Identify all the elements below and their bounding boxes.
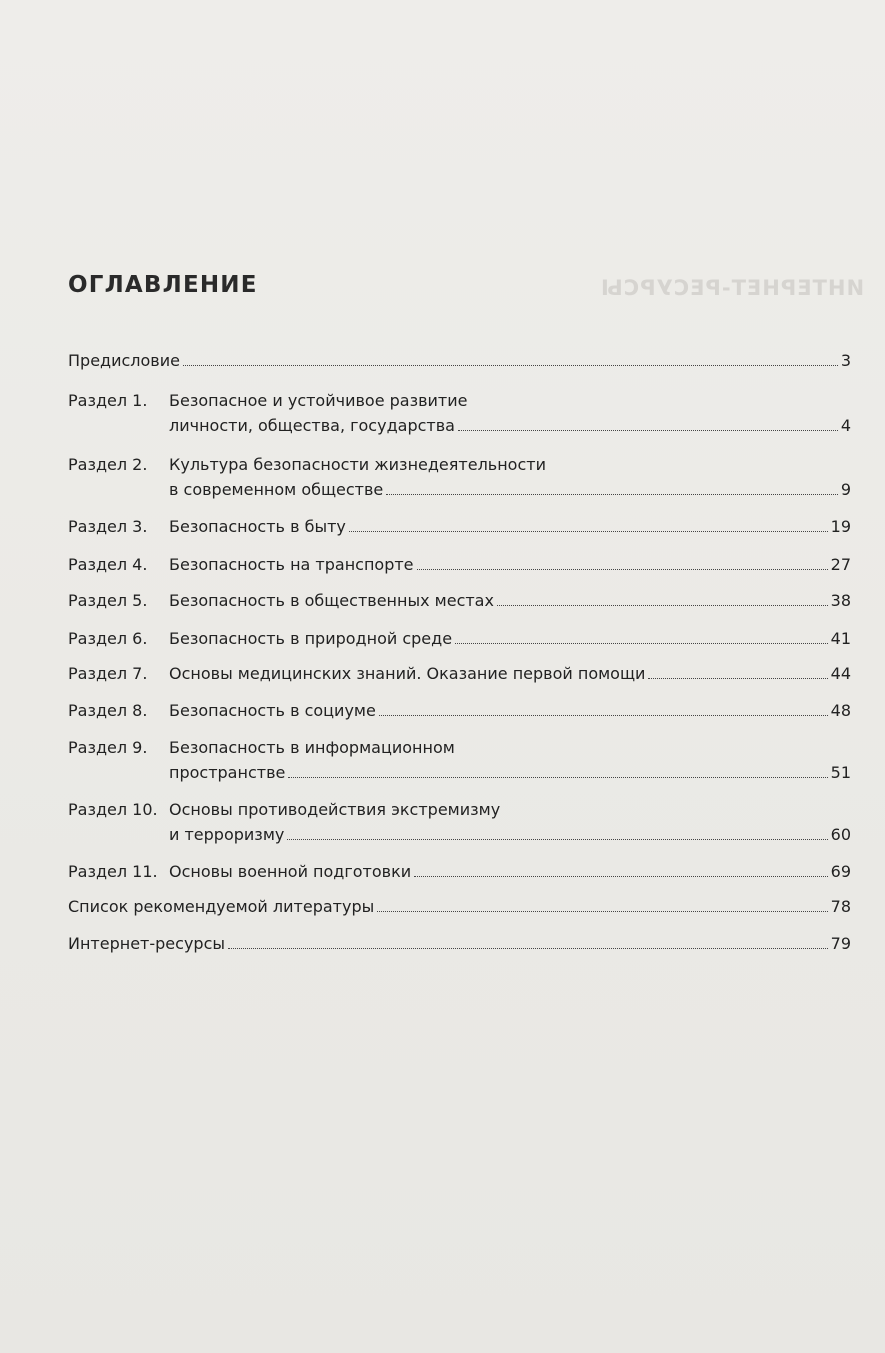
toc-title-line: Безопасность на транспорте xyxy=(169,555,414,574)
toc-page-number: 60 xyxy=(830,825,851,844)
dot-leader xyxy=(458,430,838,431)
toc-entry[interactable] xyxy=(68,626,851,651)
toc-page-number: 48 xyxy=(830,701,851,720)
toc-page-number: 27 xyxy=(830,555,851,574)
dot-leader xyxy=(183,365,838,366)
toc-title-line: Основы военной подготовки xyxy=(169,862,412,881)
toc-page-number: 3 xyxy=(840,351,851,370)
dot-leader xyxy=(379,715,828,716)
dot-leader xyxy=(417,569,828,570)
toc-page-number: 9 xyxy=(840,480,851,499)
toc-title-line: в современном обществе xyxy=(169,480,384,499)
toc-entry[interactable] xyxy=(68,514,851,539)
toc-page-number: 44 xyxy=(830,664,851,683)
toc-title-line: Интернет-ресурсы xyxy=(68,934,225,953)
toc-section-number: Раздел 5. xyxy=(68,591,148,610)
toc-page-number: 51 xyxy=(830,763,851,782)
toc-title-line: Предисловие xyxy=(68,351,180,370)
toc-title-line: Список рекомендуемой литературы xyxy=(68,897,375,916)
toc-section-number: Раздел 11. xyxy=(68,862,158,881)
toc-title-line: Безопасность в природной среде xyxy=(169,629,453,648)
toc-entry[interactable] xyxy=(68,735,851,785)
toc-entry[interactable] xyxy=(68,588,851,613)
toc-entry[interactable] xyxy=(68,388,851,438)
toc-page-number: 4 xyxy=(840,416,851,435)
toc-entry[interactable] xyxy=(68,552,851,577)
toc-page-number: 38 xyxy=(830,591,851,610)
toc-entry[interactable] xyxy=(68,894,851,919)
toc-title-line: Основы противодействия экстремизму xyxy=(169,800,501,819)
toc-title-line: пространстве xyxy=(169,763,286,782)
toc-title-line: Безопасность в общественных местах xyxy=(169,591,494,610)
toc-title-line: Основы медицинских знаний. Оказание первой помощи xyxy=(169,664,646,683)
toc-title-line: личности, общества, государства xyxy=(169,416,455,435)
toc-entry[interactable] xyxy=(68,797,851,847)
dot-leader xyxy=(377,911,827,912)
toc-entry[interactable] xyxy=(68,931,851,956)
toc-entry[interactable] xyxy=(68,452,851,502)
toc-section-number: Раздел 10. xyxy=(68,800,158,819)
dot-leader xyxy=(228,948,828,949)
dot-leader xyxy=(287,839,827,840)
dot-leader xyxy=(414,876,827,877)
toc-entry[interactable] xyxy=(68,859,851,884)
toc-entry[interactable] xyxy=(68,348,851,373)
toc-title-line: Безопасное и устойчивое развитие xyxy=(169,391,468,410)
toc-page-number: 69 xyxy=(830,862,851,881)
toc-section-number: Раздел 8. xyxy=(68,701,148,720)
toc-section-number: Раздел 7. xyxy=(68,664,148,683)
toc-title-line: Безопасность в социуме xyxy=(169,701,376,720)
show-through-text: ИНТЕРНЕТ-РЕСУРСЫ xyxy=(600,276,865,300)
toc-entry[interactable] xyxy=(68,698,851,723)
dot-leader xyxy=(386,494,838,495)
toc-page-number: 19 xyxy=(830,517,851,536)
toc-section-number: Раздел 4. xyxy=(68,555,148,574)
toc-section-number: Раздел 6. xyxy=(68,629,148,648)
toc-section-number: Раздел 9. xyxy=(68,738,148,757)
toc-page-number: 79 xyxy=(830,934,851,953)
toc-title-line: Безопасность в быту xyxy=(169,517,346,536)
page-title: ОГЛАВЛЕНИЕ xyxy=(68,272,258,298)
toc-section-number: Раздел 1. xyxy=(68,391,148,410)
dot-leader xyxy=(497,605,828,606)
toc-page-number: 41 xyxy=(830,629,851,648)
toc-entry[interactable] xyxy=(68,661,851,686)
dot-leader xyxy=(455,643,828,644)
dot-leader xyxy=(349,531,828,532)
toc-title-line: Безопасность в информационном xyxy=(169,738,455,757)
toc-title-line: Культура безопасности жизнедеятельности xyxy=(169,455,546,474)
toc-title-line: и терроризму xyxy=(169,825,285,844)
toc-section-number: Раздел 3. xyxy=(68,517,148,536)
toc-section-number: Раздел 2. xyxy=(68,455,148,474)
dot-leader xyxy=(288,777,827,778)
dot-leader xyxy=(648,678,827,679)
toc-page-number: 78 xyxy=(830,897,851,916)
